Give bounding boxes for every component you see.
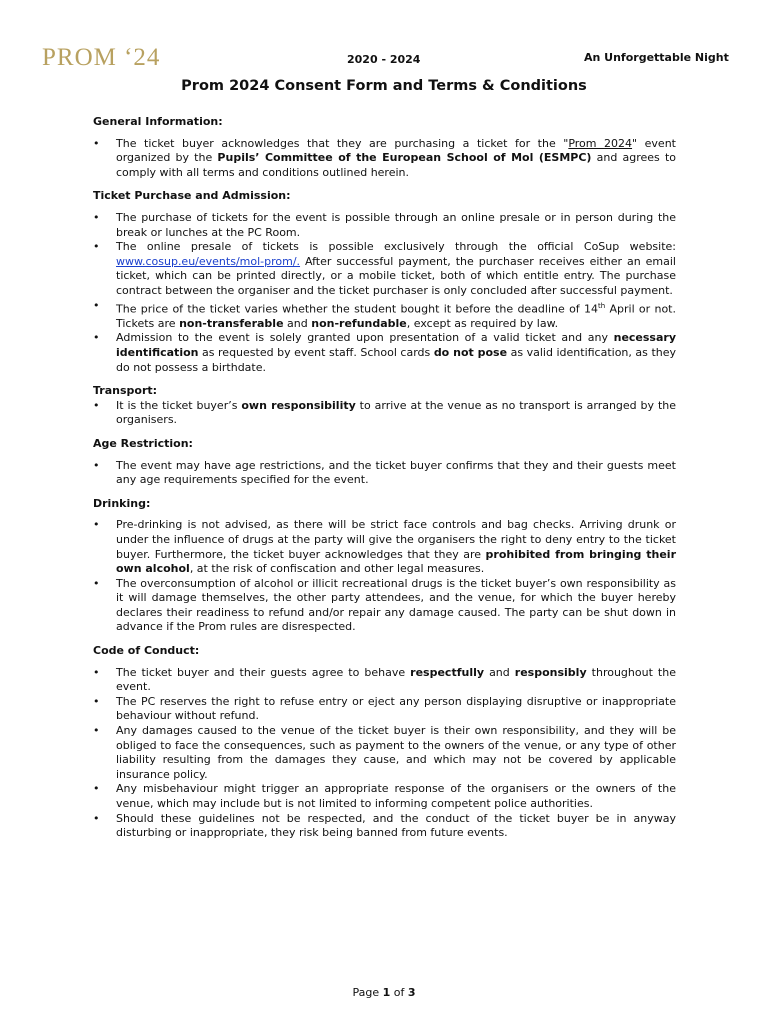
list-item: • The online presale of tickets is possible exclusively through the official CoSup website: www.cosup.eu/events/mol-prom/. After successful payment, the purchaser receives either an email ticket, which can be printed directly, or a mobile ticket, both of which entitle entry. The purchase contract between the organiser and the ticket purchaser is only concluded after successful payment. (93, 240, 676, 298)
cosup-link[interactable]: www.cosup.eu/events/mol-prom/. (116, 254, 301, 268)
section-heading: Age Restriction: (93, 436, 193, 450)
prom-logo: PROM ‘24 (42, 44, 161, 71)
list-item: • Any misbehaviour might trigger an appropriate response of the organisers or the owners of the venue, which may include but is not limited to informing competent police authorities. (93, 782, 676, 811)
list-item: • The ticket buyer and their guests agree to behave respectfully and responsibly throughout the event. (93, 666, 676, 695)
section-heading: Ticket Purchase and Admission: (93, 189, 291, 203)
section-age (93, 437, 676, 488)
list-item: • Should these guidelines not be respected, and the conduct of the ticket buyer be in anyway disturbing or inappropriate, they risk being banned from future events. (93, 812, 676, 841)
page-number: Page 1 of 3 (352, 986, 416, 999)
bullet-list (93, 459, 676, 488)
section-heading: General Information: (93, 115, 223, 128)
list-item: • The overconsumption of alcohol or illicit recreational drugs is the ticket buyer’s own responsibility as it will damage themselves, the other party attendees, and the venue, for which the buyer hereby declares their readiness to refund and/or repair any damage caused. The party can be shut down in advance if the Prom rules are disrespected. (93, 577, 676, 635)
bullet-list (93, 137, 676, 181)
section-ticket (93, 189, 676, 375)
list-item: • Admission to the event is solely granted upon presentation of a valid ticket and any necessary identification as requested by event staff. School cards do not pose as valid identification, as they do not possess a birthdate. (93, 331, 676, 375)
list-item: • The PC reserves the right to refuse entry or eject any person displaying disruptive or inappropriate behaviour without refund. (93, 695, 676, 724)
list-item: • Any damages caused to the venue of the ticket buyer is their own responsibility, and they will be obliged to face the consequences, such as payment to the owners of the venue, or any type of other liability resulting from the damages they cause, and which may not be covered by applicable insurance policy. (93, 724, 676, 782)
prom-2024-reference: Prom 2024 (568, 136, 633, 150)
list-item: • The price of the ticket varies whether the student bought it before the deadline of 14th April or not. Tickets are non-transferable and non-refundable, except as required by law. (93, 299, 676, 332)
header-tagline: An Unforgettable Night (584, 51, 729, 64)
list-item: • The ticket buyer acknowledges that they are purchasing a ticket for the "Prom 2024" event organized by the Pupils’ Committee of the European School of Mol (ESMPC) and agrees to comply with all terms and conditions outlined herein. (93, 137, 676, 181)
page-title: Prom 2024 Consent Form and Terms & Conditions (181, 78, 587, 94)
section-general (93, 115, 676, 180)
bullet-list (93, 211, 676, 375)
section-conduct (93, 644, 676, 841)
bullet-list (93, 399, 676, 428)
header-years: 2020 - 2024 (347, 53, 421, 66)
section-transport (93, 384, 676, 428)
list-item: • It is the ticket buyer’s own responsibility to arrive at the venue as no transport is arranged by the organisers. (93, 399, 676, 428)
section-heading: Drinking: (93, 496, 151, 510)
section-heading: Code of Conduct: (93, 644, 200, 658)
bullet-list (93, 518, 676, 635)
bullet-list (93, 666, 676, 841)
section-heading: Transport: (93, 384, 158, 398)
list-item: • The event may have age restrictions, and the ticket buyer confirms that they and their guests meet any age requirements specified for the event. (93, 459, 676, 488)
list-item: • Pre-drinking is not advised, as there will be strict face controls and bag checks. Arriving drunk or under the influence of drugs at the party will give the organisers the right to deny entry to the ticket buyer. Furthermore, the ticket buyer acknowledges that they are prohibited from bringing their own alcohol, at the risk of confiscation and other legal measures. (93, 518, 676, 576)
section-drinking (93, 497, 676, 635)
document-body (93, 115, 676, 850)
list-item: • The purchase of tickets for the event is possible through an online presale or in person during the break or lunches at the PC Room. (93, 211, 676, 240)
